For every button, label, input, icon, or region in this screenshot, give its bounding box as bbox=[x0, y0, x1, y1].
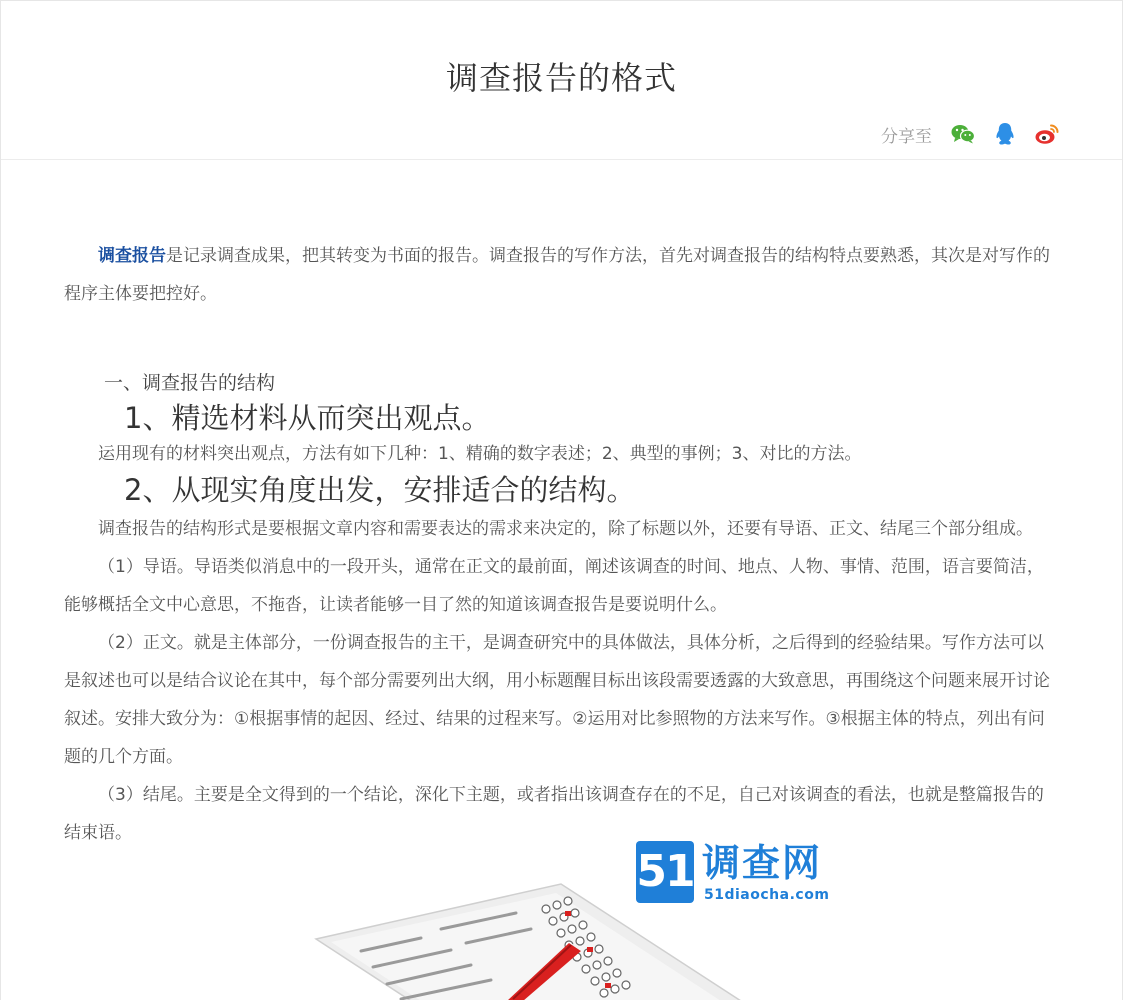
article-body bbox=[64, 237, 1060, 852]
paragraph-body: （2）正文。就是主体部分，一份调查报告的主干，是调查研究中的具体做法，具体分析，之后得到的经验结果。写作方法可以是叙述也可以是结合议论在其中，每个部分需要列出大纲，用小标题醒目标出该段需要透露的大致意思，再围绕这个问题来展开讨论叙述。安排大致分为：①根据事情的起因、经过、结果的过程来写。②运用对比参照物的方法来写作。③根据主体的特点，列出有问题的几个方面。 bbox=[64, 633, 1050, 767]
subheading-2: 2、从现实角度出发，安排适合的结构。 bbox=[124, 473, 636, 507]
lead-keyword-link[interactable]: 调查报告 bbox=[98, 246, 166, 266]
article-header bbox=[1, 1, 1122, 160]
paragraph-end: （3）结尾。主要是全文得到的一个结论，深化下主题，或者指出该调查存在的不足，自己对该调查的看法，也就是整篇报告的结束语。 bbox=[64, 785, 1044, 843]
site-logo bbox=[636, 841, 861, 911]
logo-domain: 51diaocha.com bbox=[704, 887, 830, 903]
share-bar bbox=[881, 121, 1060, 147]
qq-icon[interactable] bbox=[992, 121, 1018, 147]
wechat-icon[interactable] bbox=[950, 121, 976, 147]
weibo-icon[interactable] bbox=[1034, 121, 1060, 147]
logo-text: 调查网 bbox=[702, 841, 823, 885]
section-title: 一、调查报告的结构 bbox=[104, 372, 276, 394]
paragraph-intro: （1）导语。导语类似消息中的一段开头，通常在正文的最前面，阐述该调查的时间、地点、人物、事情、范围，语言要简洁，能够概括全文中心意思，不拖沓，让读者能够一目了然的知道该调查报告是要说明什么。 bbox=[64, 557, 1044, 615]
paragraph-sub1: 运用现有的材料突出观点，方法有如下几种：1、精确的数字表述；2、典型的事例；3、对比的方法。 bbox=[98, 444, 862, 464]
lead-paragraph bbox=[64, 237, 1060, 313]
paragraph-sub2: 调查报告的结构形式是要根据文章内容和需要表达的需求来决定的，除了标题以外，还要有导语、正文、结尾三个部分组成。 bbox=[98, 519, 1033, 539]
logo-number-badge: 51 bbox=[636, 841, 694, 903]
lead-text: 是记录调查成果，把其转变为书面的报告。调查报告的写作方法，首先对调查报告的结构特点要熟悉，其次是对写作的程序主体要把控好。 bbox=[64, 246, 1050, 304]
subheading-1: 1、精选材料从而突出观点。 bbox=[124, 401, 491, 435]
share-label: 分享至 bbox=[881, 126, 932, 147]
page-title: 调查报告的格式 bbox=[445, 59, 677, 97]
